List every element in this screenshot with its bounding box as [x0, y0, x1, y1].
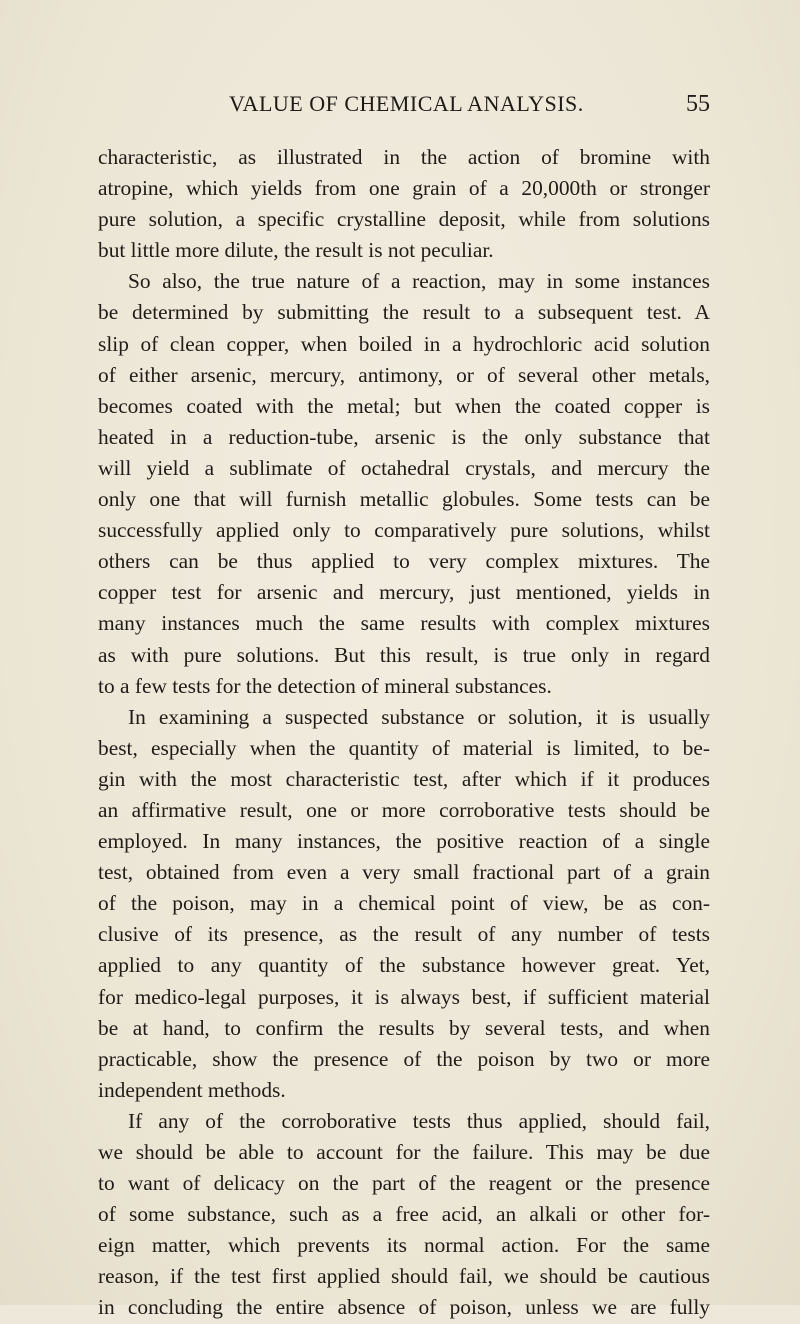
text-line: In examining a suspected substance or solution, it is usually — [128, 704, 710, 729]
text-line: independent methods. — [98, 1077, 286, 1102]
text-line: of either arsenic, mercury, antimony, or of several other metals, — [98, 362, 710, 387]
running-title: VALUE OF CHEMICAL ANALYSIS. — [229, 91, 584, 116]
text-line: characteristic, as illustrated in the action of bromine with — [98, 145, 710, 169]
text-line: be determined by submitting the result to a subsequent test. A — [98, 300, 710, 325]
text-line: but little more dilute, the result is not peculiar. — [98, 238, 494, 263]
text-line: clusive of its presence, as the result of any number of tests — [98, 922, 710, 947]
text-line: best, especially when the quantity of material is limited, to be- — [98, 735, 710, 760]
text-line: So also, the true nature of a reaction, may in some instances — [128, 269, 710, 294]
text-line: in concluding the entire absence of poison, unless we are fully — [98, 1295, 710, 1320]
text-line: practicable, show the presence of the poison by two or more — [98, 1046, 710, 1071]
text-line: employed. In many instances, the positive reaction of a single — [98, 829, 710, 854]
text-line: reason, if the test first applied should fail, we should be cautious — [98, 1264, 710, 1289]
body-text — [98, 142, 710, 1324]
text-line: only one that will furnish metallic globules. Some tests can be — [98, 487, 710, 512]
text-line: others can be thus applied to very complex mixtures. The — [98, 549, 710, 574]
text-line: will yield a sublimate of octahedral crystals, and mercury the — [98, 455, 710, 480]
text-line: heated in a reduction-tube, arsenic is the only substance that — [98, 424, 710, 449]
text-line: becomes coated with the metal; but when the coated copper is — [98, 393, 710, 418]
text-line: many instances much the same results with complex mixtures — [98, 611, 710, 636]
text-line: we should be able to account for the failure. This may be due — [98, 1140, 710, 1164]
text-line: slip of clean copper, when boiled in a hydrochloric acid solution — [98, 331, 710, 356]
text-line: of some substance, such as a free acid, an alkali or other for- — [98, 1202, 710, 1227]
text-line: an affirmative result, one or more corroborative tests should be — [98, 797, 710, 822]
text-line: applied to any quantity of the substance however great. Yet, — [98, 953, 710, 978]
text-line: to want of delicacy on the part of the reagent or the presence — [98, 1171, 710, 1196]
text-line: to a few tests for the detection of mineral substances. — [98, 673, 552, 698]
text-line: test, obtained from even a very small fractional part of a grain — [98, 860, 710, 885]
text-line: If any of the corroborative tests thus applied, should fail, — [128, 1108, 710, 1133]
text-line: as with pure solutions. But this result, is true only in regard — [98, 642, 710, 667]
text-line: be at hand, to confirm the results by several tests, and when — [98, 1015, 710, 1040]
page-number: 55 — [686, 91, 710, 117]
text-line: gin with the most characteristic test, after which if it produces — [98, 766, 710, 791]
text-line: of the poison, may in a chemical point of view, be as con- — [98, 891, 710, 916]
text-line: atropine, which yields from one grain of a 20,000th or stronger — [98, 176, 710, 201]
text-line: eign matter, which prevents its normal action. For the same — [98, 1233, 710, 1258]
text-line: successfully applied only to comparatively pure solutions, whilst — [98, 518, 710, 543]
text-line: pure solution, a specific crystalline deposit, while from solutions — [98, 207, 710, 232]
text-line: for medico-legal purposes, it is always best, if sufficient material — [98, 984, 710, 1009]
page-header — [98, 91, 710, 121]
text-line: copper test for arsenic and mercury, just mentioned, yields in — [98, 580, 710, 605]
